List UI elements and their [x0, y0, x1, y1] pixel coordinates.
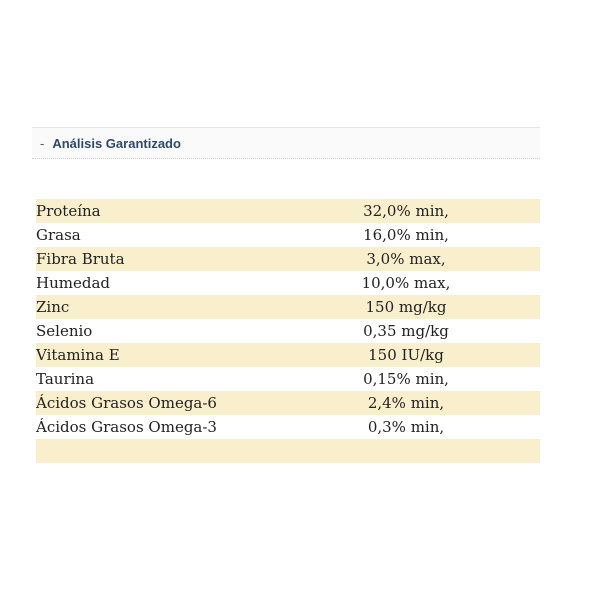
nutrient-label: Humedad — [36, 274, 110, 292]
nutrient-value: 32,0% min, — [363, 202, 449, 220]
nutrient-value: 16,0% min, — [363, 226, 449, 244]
guaranteed-analysis-table — [36, 199, 540, 463]
nutrient-label: Taurina — [36, 370, 95, 388]
nutrient-value: 3,0% max, — [366, 250, 446, 268]
table-row — [36, 223, 540, 247]
nutrient-value: 0,35 mg/kg — [363, 322, 449, 340]
table-row — [36, 247, 540, 271]
collapse-toggle-icon[interactable]: - — [40, 135, 45, 151]
nutrient-label — [36, 439, 336, 463]
nutrient-value: 10,0% max, — [361, 274, 451, 292]
table-row — [36, 415, 540, 439]
nutrient-label: Zinc — [36, 298, 70, 316]
nutrient-value: 150 mg/kg — [365, 298, 447, 316]
nutrient-value: 2,4% min, — [367, 394, 445, 412]
nutrient-value: 0,3% min, — [367, 418, 445, 436]
analysis-section-header[interactable] — [32, 127, 540, 159]
table-row-empty — [36, 439, 540, 463]
table-row — [36, 343, 540, 367]
table-row — [36, 319, 540, 343]
nutrient-value: 0,15% min, — [363, 370, 449, 388]
section-title: Análisis Garantizado — [52, 135, 181, 151]
table-row — [36, 271, 540, 295]
nutrient-label: Proteína — [36, 202, 101, 220]
table-row — [36, 199, 540, 223]
table-row — [36, 367, 540, 391]
table-row — [36, 295, 540, 319]
table-row — [36, 391, 540, 415]
nutrient-label: Selenio — [36, 322, 93, 340]
nutrient-value: 150 IU/kg — [368, 346, 444, 364]
nutrient-label: Grasa — [36, 226, 81, 244]
nutrient-value — [336, 439, 540, 463]
nutrient-label: Vitamina E — [36, 346, 120, 364]
nutrient-label: Ácidos Grasos Omega-3 — [36, 418, 217, 436]
nutrient-label: Fibra Bruta — [36, 250, 125, 268]
nutrient-label: Ácidos Grasos Omega-6 — [36, 394, 217, 412]
